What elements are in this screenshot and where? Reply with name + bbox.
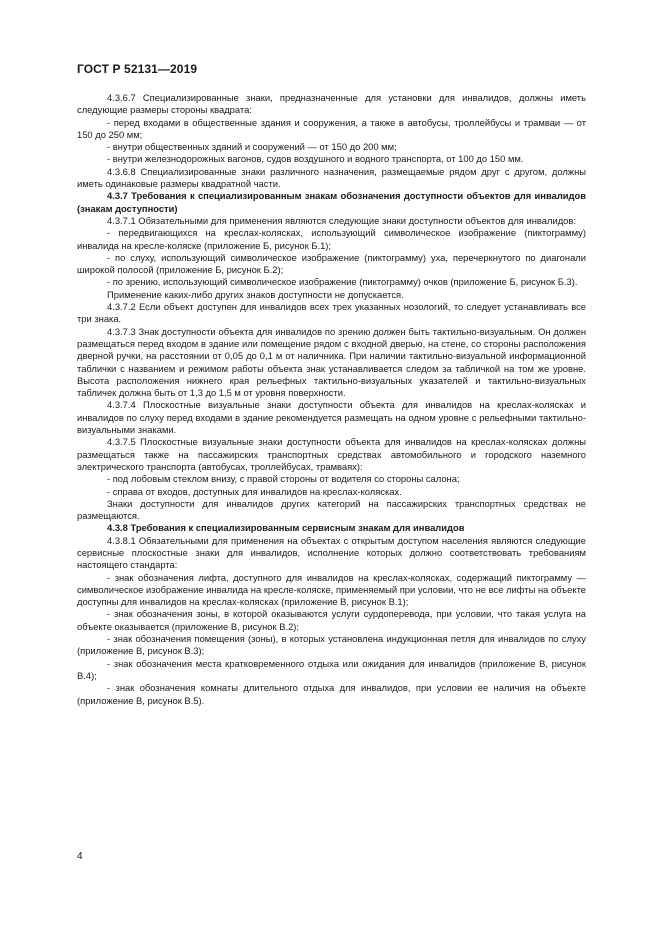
paragraph: 4.3.7.1 Обязательными для применения являются следующие знаки доступности объектов для инвалидов: <box>107 214 576 226</box>
paragraph: 4.3.6.7 Специализированные знаки, предназначенные для установки для инвалидов, должны иметь следующие размеры стороны квадрата: <box>77 92 586 116</box>
paragraph: - по зрению, использующий символическое изображение (пиктограмму) очков (приложение Б, рисунок Б.3). <box>107 276 578 288</box>
document-body <box>77 92 586 707</box>
paragraph: 4.3.6.8 Специализированные знаки различного назначения, размещаемые рядом друг с другом, должны иметь одинаковые размеры квадратной части. <box>77 165 586 190</box>
paragraph: - знак обозначения комнаты длительного отдыха для инвалидов, при условии ее наличия на объекте (приложение В, рисунок В.5). <box>77 682 586 706</box>
paragraph: - перед входами в общественные здания и сооружения, а также в автобусы, троллейбусы и трамваи — от 150 до 250 мм; <box>77 116 586 140</box>
paragraph: - справа от входов, доступных для инвалидов на креслах-колясках. <box>107 485 402 497</box>
paragraph: 4.3.7.4 Плоскостные визуальные знаки доступности объекта для инвалидов на креслах-колясках и инвалидов по слуху перед входами в здание рекомендуется размещать на одном уровне с рельефными тактильно-визуальными знаками. <box>77 399 586 436</box>
paragraph: Знаки доступности для инвалидов других категорий на пассажирских транспортных средствах не размещаются. <box>77 497 586 522</box>
paragraph: - внутри железнодорожных вагонов, судов воздушного и водного транспорта, от 100 до 150 мм. <box>107 153 524 165</box>
paragraph: - знак обозначения места кратковременного отдыха или ожидания для инвалидов (приложение В, рисунок В.4); <box>77 657 586 681</box>
section-heading: 4.3.7 Требования к специализированным знакам обозначения доступности объектов для инвалидов (знакам доступности) <box>77 190 586 214</box>
paragraph: - знак обозначения лифта, доступного для инвалидов на креслах-колясках, содержащий пиктограмму — символическое изображение инвалида на кресле-коляске, применяемый при условии, что не все лифты на объекте доступны для инвалидов на креслах-колясках (приложение В, рисунок В.1); <box>77 571 586 608</box>
paragraph: - знак обозначения зоны, в которой оказываются услуги сурдоперевода, при условии, что такая услуга на объекте оказывается (приложение В, рисунок В.2); <box>77 608 586 632</box>
paragraph: 4.3.7.2 Если объект доступен для инвалидов всех трех указанных нозологий, то следует устанавливать все три знака. <box>77 301 586 325</box>
paragraph: - под лобовым стеклом внизу, с правой стороны от водителя со стороны салона; <box>107 473 460 485</box>
paragraph: - знак обозначения помещения (зоны), в которых установлена индукционная петля для инвалидов по слуху (приложение В, рисунок В.3); <box>77 633 586 657</box>
document-header: ГОСТ Р 52131—2019 <box>77 62 198 76</box>
page-number: 4 <box>77 851 83 862</box>
paragraph: - по слуху, использующий символическое изображение (пиктограмму) уха, перечеркнутого по диагонали широкой полосой (приложение Б, рисунок Б.2); <box>77 251 586 276</box>
paragraph: 4.3.7.5 Плоскостные визуальные знаки доступности объекта для инвалидов на креслах-колясках должны размещаться также на пассажирских транспортных средствах автомобильного и городского наземного электрического транспорта (автобусах, троллейбусах, трамваях): <box>77 436 586 472</box>
paragraph: 4.3.8.1 Обязательными для применения на объектах с открытым доступом населения являются следующие сервисные плоскостные знаки для инвалидов, исполнение которых должно соответствовать требованиям настоящего стандарта: <box>77 534 586 571</box>
paragraph: - передвигающихся на креслах-колясках, использующий символическое изображение (пиктограмму) инвалида на кресле-коляске (приложение Б, рисунок Б.1); <box>77 227 586 251</box>
paragraph: - внутри общественных зданий и сооружений — от 150 до 200 мм; <box>107 141 397 153</box>
paragraph: Применение каких-либо других знаков доступности не допускается. <box>107 288 404 300</box>
section-heading: 4.3.8 Требования к специализированным сервисным знакам для инвалидов <box>107 522 465 534</box>
paragraph: 4.3.7.3 Знак доступности объекта для инвалидов по зрению должен быть тактильно-визуальным. Он должен размещаться перед входом в здание или помещение рядом с входной дверью, на стене, со стороны расположения дверной ручки, на расстоянии от 0,05 до 0,1 м от наличника. При наличии тактильно-визуальной информационной таблички с названием и режимом работы объекта знак устанавливается следом за табличкой на том же уровне. Высота расположения нижнего края рельефных тактильно-визуальных указателей и тактильно-визуальных табличек должна быть от 1,3 до 1,5 м от уровня поверхности. <box>77 325 586 399</box>
